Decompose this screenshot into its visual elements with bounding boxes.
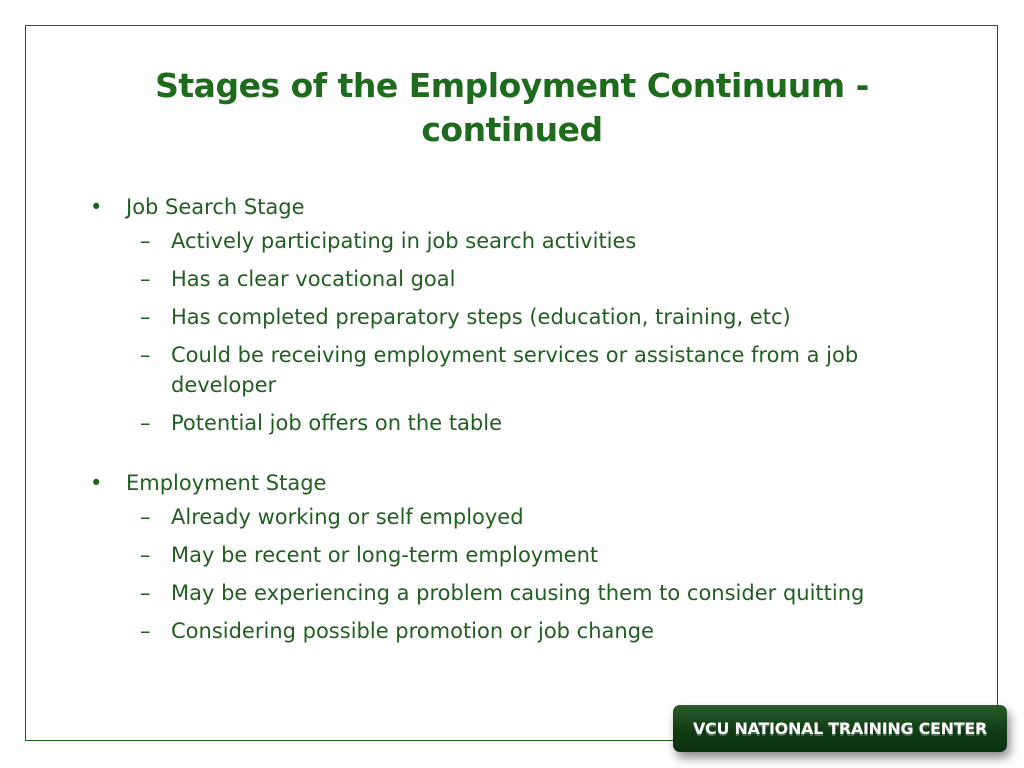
dash-icon: –	[140, 543, 151, 567]
list-item-text: Has a clear vocational goal	[171, 267, 456, 291]
list-item	[90, 408, 920, 438]
bullet-job-search-stage	[90, 192, 920, 222]
list-item	[90, 340, 920, 400]
bullet-icon: •	[90, 195, 103, 219]
dash-icon: –	[140, 267, 151, 291]
list-item	[90, 226, 920, 256]
dash-icon: –	[140, 229, 151, 253]
vcu-logo-badge	[673, 705, 1007, 752]
list-item	[90, 578, 920, 608]
slide-content	[90, 192, 920, 654]
section-spacer	[90, 446, 920, 468]
list-item-text: May be experiencing a problem causing them to consider quitting	[171, 581, 865, 605]
list-item-text: Has completed preparatory steps (education, training, etc)	[171, 305, 791, 329]
list-item-text: May be recent or long-term employment	[171, 543, 599, 567]
list-item	[90, 540, 920, 570]
list-item-text: Considering possible promotion or job change	[171, 619, 654, 643]
slide-title: Stages of the Employment Continuum - continued	[155, 66, 869, 149]
dash-icon: –	[140, 619, 151, 643]
dash-icon: –	[140, 343, 151, 367]
sublist-job-search	[90, 226, 920, 438]
list-item	[90, 502, 920, 532]
sublist-employment	[90, 502, 920, 646]
list-item-text: Could be receiving employment services or assistance from a job developer	[171, 343, 859, 397]
dash-icon: –	[140, 305, 151, 329]
dash-icon: –	[140, 411, 151, 435]
bullet-icon: •	[90, 471, 103, 495]
dash-icon: –	[140, 505, 151, 529]
list-item	[90, 616, 920, 646]
list-item	[90, 302, 920, 332]
list-item	[90, 264, 920, 294]
dash-icon: –	[140, 581, 151, 605]
bullet-employment-stage	[90, 468, 920, 498]
section-heading: Job Search Stage	[126, 195, 305, 219]
list-item-text: Actively participating in job search activities	[171, 229, 637, 253]
badge-label: VCU NATIONAL TRAINING CENTER	[692, 719, 988, 738]
section-heading: Employment Stage	[126, 471, 327, 495]
list-item-text: Already working or self employed	[171, 505, 524, 529]
list-item-text: Potential job offers on the table	[171, 411, 503, 435]
